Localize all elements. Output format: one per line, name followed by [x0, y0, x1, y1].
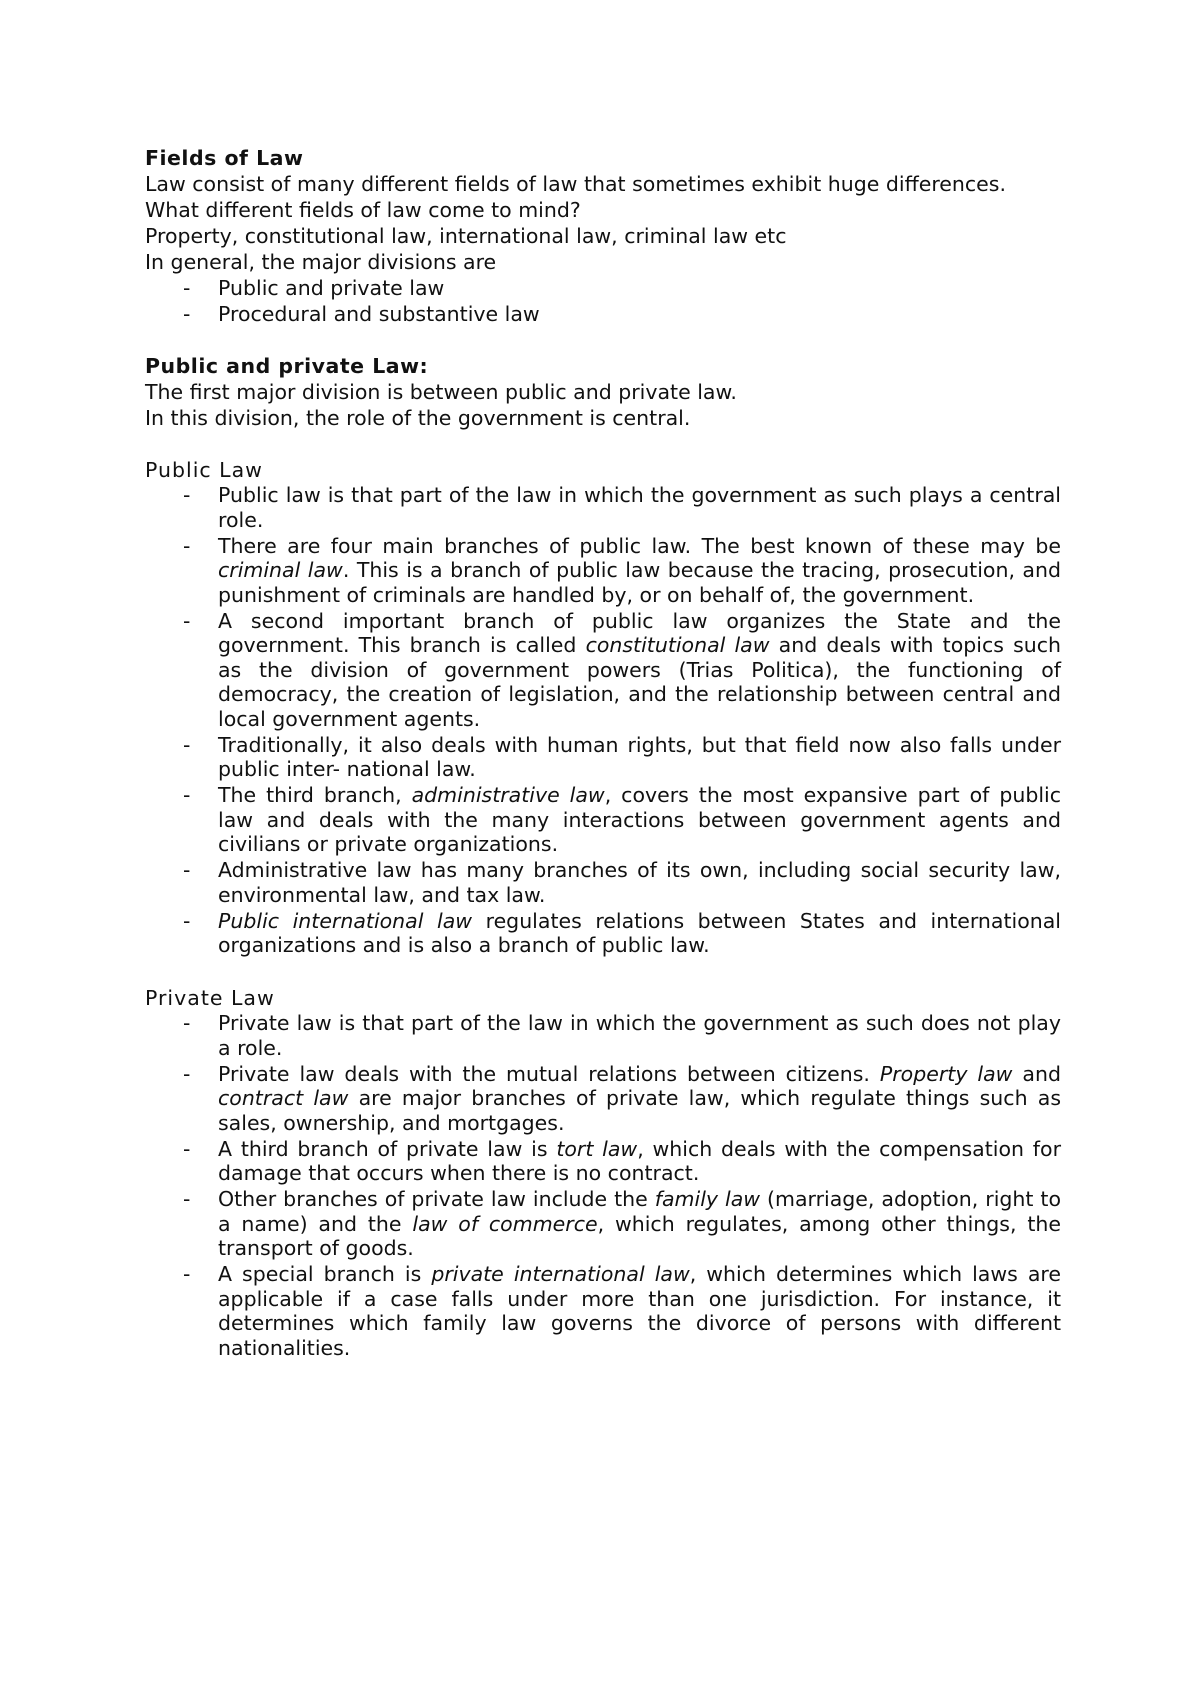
text-run: Other branches of private law include the — [218, 1187, 655, 1211]
list-item — [145, 534, 1061, 608]
fields-of-law-heading: Fields of Law — [145, 146, 304, 170]
public-private-line-2: In this division, the role of the government is central. — [145, 406, 691, 430]
list-item — [145, 1262, 1061, 1360]
italic-term: tort law — [556, 1136, 638, 1161]
spacer — [145, 959, 1061, 985]
italic-term: family law — [654, 1187, 761, 1211]
list-item — [145, 609, 1061, 732]
list-item: - Procedural and substantive law — [145, 301, 1061, 327]
divisions-list — [145, 275, 1061, 327]
text-run: (marriage, adoption, right to a name) and the — [218, 1187, 1062, 1236]
public-law-list — [145, 483, 1061, 958]
list-item — [145, 909, 1061, 958]
fields-examples: Property, constitutional law, international law, criminal law etc — [145, 224, 787, 248]
list-item — [145, 1062, 1061, 1136]
list-item — [145, 483, 1061, 532]
italic-term: criminal law — [218, 558, 343, 582]
document-page — [145, 145, 1061, 1362]
italic-term: Property law — [879, 1061, 1013, 1086]
fields-question: What different fields of law come to mind? — [145, 198, 581, 222]
text-run: The third branch, — [218, 783, 412, 807]
text-run: Public law is that part of the law in which the government as such plays a central role. — [218, 483, 1061, 532]
list-item — [145, 1187, 1061, 1261]
text-run: A special branch is — [218, 1262, 432, 1286]
text-run: are major branches of private law, which regulate things such as sales, ownership, and mortgages. — [218, 1086, 1061, 1135]
list-item — [145, 1011, 1061, 1060]
italic-term: law of commerce — [412, 1211, 598, 1236]
text-run: Traditionally, it also deals with human rights, but that field now also falls under public inter- national law. — [218, 732, 1061, 781]
italic-term: contract law — [218, 1086, 349, 1110]
text-run: Private law is that part of the law in which the government as such does not play a role. — [218, 1011, 1061, 1060]
text-run: Private law deals with the mutual relations between citizens. — [218, 1061, 880, 1086]
text-run: and deals with topics such as the division of government powers (Trias Politica), the functioning of democracy, the creation of legislation, and the relationship between central and local government agents. — [218, 633, 1062, 731]
text-run: There are four main branches of public law. The best known of these may be — [218, 533, 1061, 558]
text-run: and — [1012, 1061, 1061, 1086]
private-law-list — [145, 1011, 1061, 1360]
list-item — [145, 858, 1061, 907]
public-law-heading: Public Law — [145, 458, 263, 482]
text-run: . This is a branch of public law because the tracing, prosecution, and punishment of criminals are handled by, or on behalf of, the government. — [218, 558, 1062, 607]
spacer — [145, 327, 1061, 353]
text-run: , which determines which laws are applicable if a case falls under more than one jurisdiction. For instance, it determines which family law governs the divorce of persons with different nationalities. — [218, 1262, 1061, 1360]
text-run: A third branch of private law is — [218, 1136, 557, 1161]
fields-intro: Law consist of many different fields of law that sometimes exhibit huge differences. — [145, 172, 1006, 196]
list-item — [145, 1137, 1061, 1186]
text-run: regulates relations between States and international organizations and is also a branch of public law. — [218, 908, 1062, 957]
text-run: , which regulates, among other things, the transport of goods. — [218, 1211, 1061, 1260]
text-run: , covers the most expansive part of public law and deals with the many interactions between government agents and civilians or private organizations. — [218, 783, 1062, 856]
italic-term: administrative law — [411, 783, 605, 807]
text-run: A second important branch of public law organizes the State and the government. This branch is called — [218, 608, 1061, 657]
italic-term: private international law — [431, 1262, 690, 1286]
public-private-line-1: The first major division is between public and private law. — [145, 380, 737, 404]
spacer — [145, 431, 1061, 457]
italic-term: constitutional law — [585, 633, 770, 657]
text-run: , which deals with the compensation for damage that occurs when there is no contract. — [218, 1136, 1061, 1185]
list-item — [145, 733, 1061, 782]
divisions-intro: In general, the major divisions are — [145, 250, 497, 274]
private-law-heading: Private Law — [145, 986, 275, 1010]
list-item — [145, 783, 1061, 857]
list-item: - Public and private law — [145, 275, 1061, 301]
italic-term: Public international law — [218, 908, 473, 933]
text-run: Administrative law has many branches of its own, including social security law, environmental law, and tax law. — [218, 858, 1061, 907]
public-private-heading: Public and private Law: — [145, 354, 429, 378]
